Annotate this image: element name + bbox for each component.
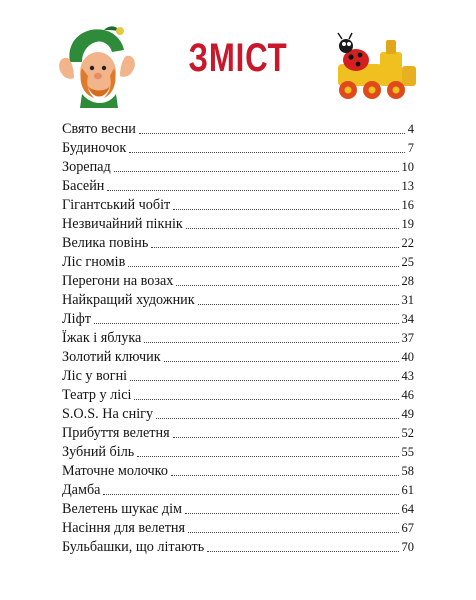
- toc-entry-page-number: 70: [401, 540, 414, 554]
- toc-entry-title: Насіння для велетня: [62, 521, 188, 536]
- toc-entry-title: Їжак і яблука: [62, 331, 144, 346]
- toc-entry-title: Ліс гномів: [62, 255, 128, 270]
- toc-entry-page-number: 37: [401, 331, 414, 345]
- dot-leader: [173, 209, 398, 210]
- dot-leader: [173, 437, 399, 438]
- toc-entry-page-number: 19: [401, 217, 414, 231]
- toc-entry-page-number: 49: [401, 407, 414, 421]
- toc-entry[interactable]: [62, 194, 414, 213]
- toc-entry-page-number: 64: [401, 502, 414, 516]
- dot-leader: [164, 361, 399, 362]
- dot-leader: [103, 494, 398, 495]
- toc-entry-title: S.O.S. На снігу: [62, 407, 156, 422]
- toc-entry-title: Велика повінь: [62, 236, 151, 251]
- toc-entry-title: Золотий ключик: [62, 350, 164, 365]
- toc-entry-page-number: 61: [401, 483, 414, 497]
- dot-leader: [188, 532, 398, 533]
- toc-entry-title: Зорепад: [62, 160, 114, 175]
- dot-leader: [107, 190, 398, 191]
- dot-leader: [94, 323, 399, 324]
- dot-leader: [130, 380, 398, 381]
- dot-leader: [156, 418, 398, 419]
- table-of-contents: [62, 118, 414, 555]
- dot-leader: [185, 513, 398, 514]
- toc-entry-title: Будиночок: [62, 141, 129, 156]
- toc-entry[interactable]: [62, 308, 414, 327]
- toc-entry-title: Басейн: [62, 179, 107, 194]
- toc-entry-page-number: 28: [401, 274, 414, 288]
- toc-entry-title: Театр у лісі: [62, 388, 134, 403]
- toc-entry-title: Прибуття велетня: [62, 426, 173, 441]
- toc-entry-page-number: 67: [401, 521, 414, 535]
- dot-leader: [129, 152, 405, 153]
- toc-entry[interactable]: [62, 460, 414, 479]
- toc-entry-page-number: 55: [401, 445, 414, 459]
- toc-entry[interactable]: [62, 441, 414, 460]
- toc-entry-title: Бульбашки, що літають: [62, 540, 207, 555]
- toc-entry-page-number: 7: [407, 141, 414, 155]
- toc-entry-page-number: 40: [401, 350, 414, 364]
- toc-entry-title: Велетень шукає дім: [62, 502, 185, 517]
- toc-entry-page-number: 43: [401, 369, 414, 383]
- toc-entry-page-number: 25: [401, 255, 414, 269]
- toc-entry[interactable]: [62, 289, 414, 308]
- toc-entry[interactable]: [62, 422, 414, 441]
- toc-entry[interactable]: [62, 479, 414, 498]
- toc-entry-page-number: 16: [401, 198, 414, 212]
- page-header: [0, 0, 476, 110]
- toc-entry[interactable]: [62, 403, 414, 422]
- toc-entry-page-number: 34: [401, 312, 414, 326]
- toc-entry[interactable]: [62, 536, 414, 555]
- toc-entry[interactable]: [62, 251, 414, 270]
- dot-leader: [137, 456, 398, 457]
- toc-entry-title: Ліфт: [62, 312, 94, 327]
- toc-entry-page-number: 10: [401, 160, 414, 174]
- dot-leader: [198, 304, 399, 305]
- dot-leader: [114, 171, 399, 172]
- toc-entry-page-number: 52: [401, 426, 414, 440]
- toc-entry[interactable]: [62, 384, 414, 403]
- toc-entry-title: Маточне молочко: [62, 464, 171, 479]
- toc-entry[interactable]: [62, 137, 414, 156]
- page-title: ЗМІСТ: [188, 36, 288, 80]
- dot-leader: [134, 399, 398, 400]
- dot-leader: [186, 228, 399, 229]
- toc-entry[interactable]: [62, 517, 414, 536]
- toc-entry[interactable]: [62, 498, 414, 517]
- toc-entry-page-number: 22: [401, 236, 414, 250]
- dot-leader: [176, 285, 398, 286]
- toc-entry-title: Ліс у вогні: [62, 369, 130, 384]
- toc-entry-title: Свято весни: [62, 122, 139, 137]
- toc-entry-title: Гігантський чобіт: [62, 198, 173, 213]
- dot-leader: [207, 551, 398, 552]
- toc-entry-page-number: 4: [407, 122, 414, 136]
- toc-entry[interactable]: [62, 175, 414, 194]
- toc-entry[interactable]: [62, 232, 414, 251]
- toc-entry-page-number: 31: [401, 293, 414, 307]
- toc-entry-title: Зубний біль: [62, 445, 137, 460]
- toc-entry-page-number: 46: [401, 388, 414, 402]
- toc-entry[interactable]: [62, 365, 414, 384]
- toc-entry-page-number: 13: [401, 179, 414, 193]
- toc-entry[interactable]: [62, 156, 414, 175]
- dot-leader: [139, 133, 405, 134]
- toc-entry[interactable]: [62, 327, 414, 346]
- toc-entry-page-number: 58: [401, 464, 414, 478]
- toc-entry-title: Дамба: [62, 483, 103, 498]
- toc-entry-title: Перегони на возах: [62, 274, 176, 289]
- toc-entry[interactable]: [62, 118, 414, 137]
- toc-entry-title: Найкращий художник: [62, 293, 198, 308]
- dot-leader: [151, 247, 398, 248]
- toc-entry[interactable]: [62, 270, 414, 289]
- toc-entry[interactable]: [62, 213, 414, 232]
- dot-leader: [144, 342, 398, 343]
- toc-entry[interactable]: [62, 346, 414, 365]
- toc-entry-title: Незвичайний пікнік: [62, 217, 186, 232]
- ladybug-train-icon: [330, 32, 422, 104]
- dot-leader: [171, 475, 399, 476]
- dot-leader: [128, 266, 398, 267]
